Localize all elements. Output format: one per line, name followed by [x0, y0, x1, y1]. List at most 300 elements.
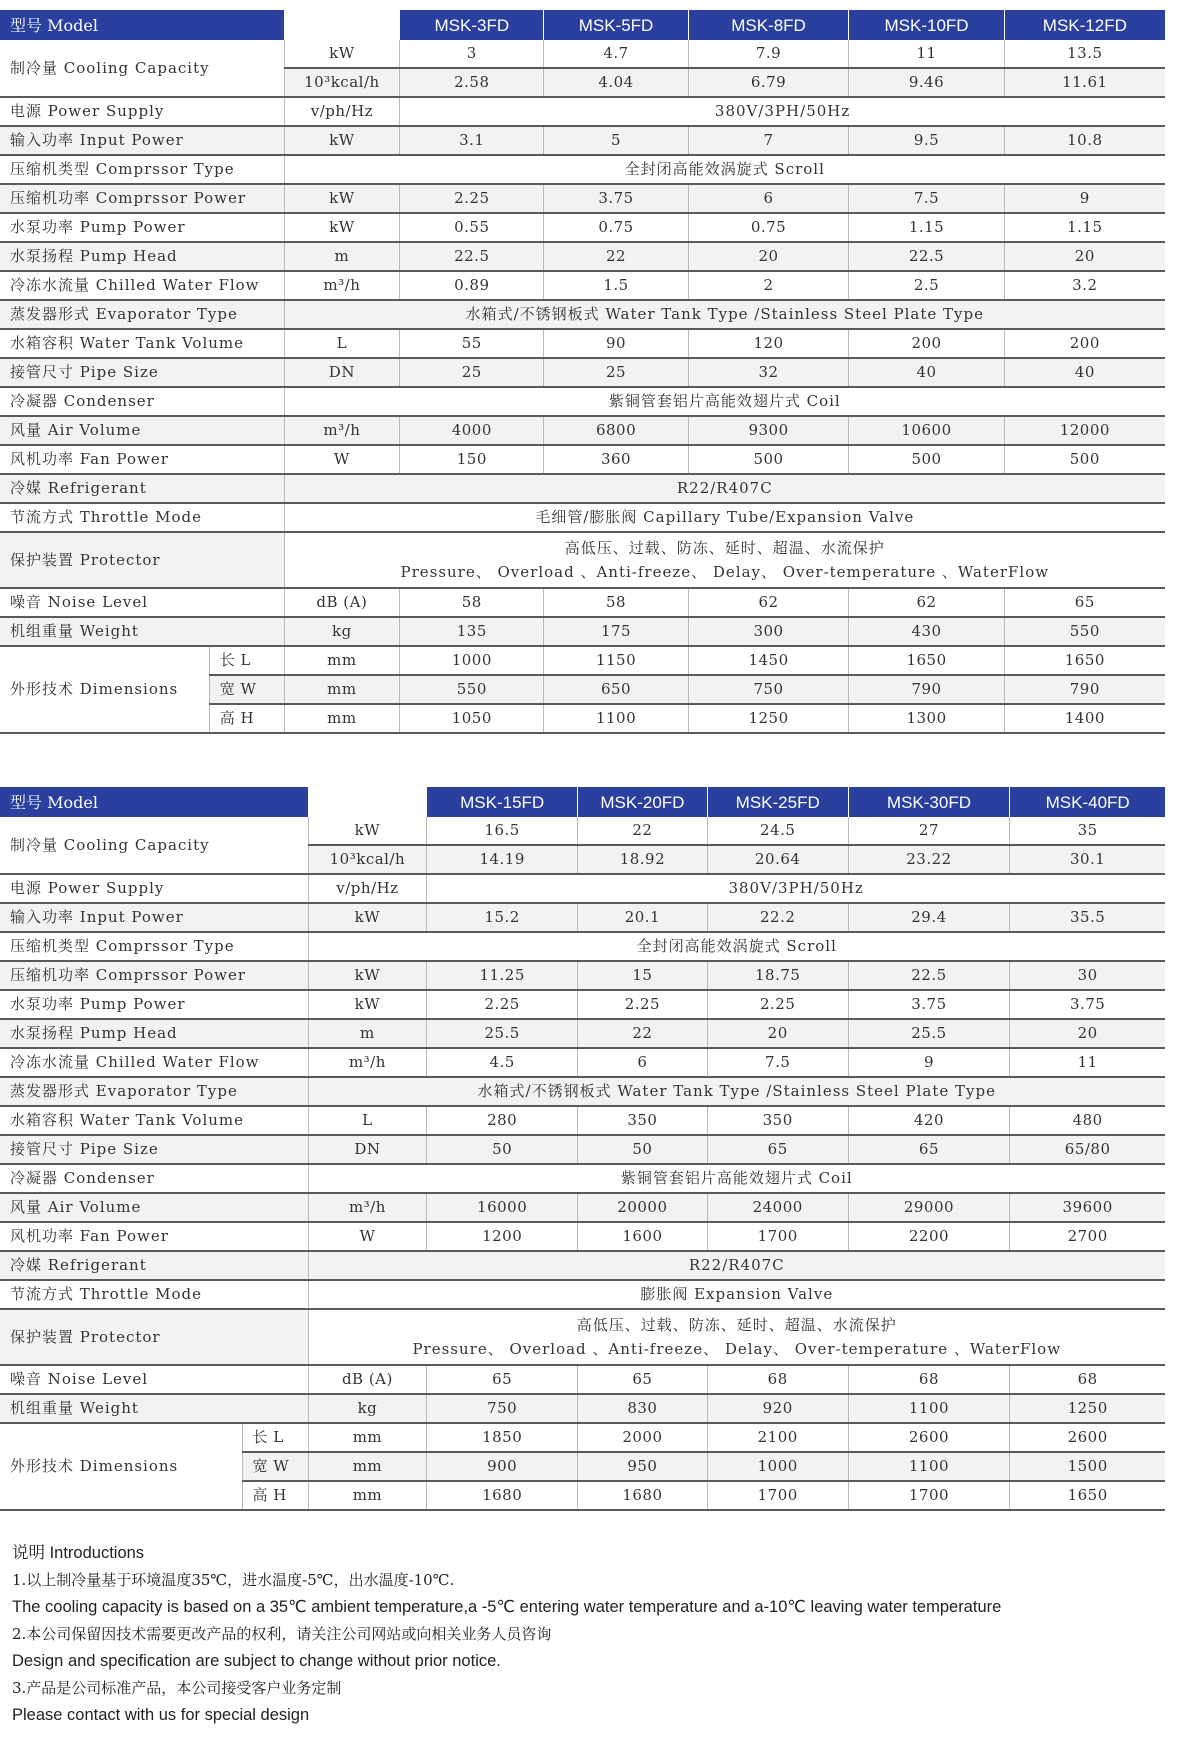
value-cell: 20.64	[707, 845, 848, 874]
value-cell: 175	[544, 617, 688, 646]
value-cell: 20000	[578, 1193, 708, 1222]
value-cell: 3.2	[1004, 271, 1165, 300]
value-cell: 15	[578, 961, 708, 990]
value-cell: 50	[578, 1135, 708, 1164]
model-name: MSK-25FD	[707, 787, 848, 817]
value-cell: 2.25	[707, 990, 848, 1019]
value-cell: 350	[707, 1106, 848, 1135]
value-cell: 650	[544, 675, 688, 704]
value-cell: 200	[1004, 329, 1165, 358]
value-cell: 25.5	[848, 1019, 1010, 1048]
value-cell: 24000	[707, 1193, 848, 1222]
protector-value	[284, 532, 1165, 588]
unit-cell: mm	[284, 704, 400, 733]
value-cell: 1850	[427, 1423, 578, 1452]
value-cell: 1300	[849, 704, 1004, 733]
value-cell: 1250	[688, 704, 849, 733]
unit-cell: kW	[284, 40, 400, 68]
value-cell: 2.58	[400, 68, 544, 97]
unit-cell: m	[284, 242, 400, 271]
cooling-capacity-label: 制冷量 Cooling Capacity	[0, 40, 284, 97]
air-volume-row	[0, 1193, 1165, 1222]
dimensions-label: 外形技术 Dimensions	[0, 1423, 242, 1510]
unit-cell: m³/h	[308, 1193, 427, 1222]
input-power-row-label: 输入功率 Input Power	[0, 903, 308, 932]
value-cell: 65	[427, 1365, 578, 1394]
unit-cell: dB (A)	[284, 588, 400, 617]
throttle-row-value: 毛细管/膨胀阀 Capillary Tube/Expansion Valve	[284, 503, 1165, 532]
throttle-row	[0, 1280, 1165, 1309]
unit-cell: L	[308, 1106, 427, 1135]
weight-row	[0, 617, 1165, 646]
dimension-sub-label: 宽 W	[209, 675, 284, 704]
value-cell: 7.9	[688, 40, 849, 68]
evaporator-row	[0, 1077, 1165, 1106]
value-cell: 30	[1010, 961, 1165, 990]
value-cell: 39600	[1010, 1193, 1165, 1222]
unit-cell: W	[284, 445, 400, 474]
value-cell: 29000	[848, 1193, 1010, 1222]
unit-cell: kW	[308, 961, 427, 990]
value-cell: 62	[849, 588, 1004, 617]
value-cell: 500	[849, 445, 1004, 474]
value-cell: 23.22	[848, 845, 1010, 874]
model-name: MSK-5FD	[544, 10, 688, 40]
pump-power-row-label: 水泵功率 Pump Power	[0, 990, 308, 1019]
value-cell: 920	[707, 1394, 848, 1423]
value-cell: 35.5	[1010, 903, 1165, 932]
value-cell: 20.1	[578, 903, 708, 932]
compressor-type-row	[0, 155, 1165, 184]
evaporator-row-value: 水箱式/不锈钢板式 Water Tank Type /Stainless Steel Plate Type	[284, 300, 1165, 329]
value-cell: 65/80	[1010, 1135, 1165, 1164]
value-cell: 20	[1010, 1019, 1165, 1048]
value-cell: 2.25	[400, 184, 544, 213]
condenser-row-label: 冷凝器 Condenser	[0, 1164, 308, 1193]
note-1-en: The cooling capacity is based on a 35℃ ambient temperature,a -5℃ entering water temperature and a-10℃ leaving water temperature	[12, 1598, 1002, 1616]
value-cell: 35	[1010, 817, 1165, 845]
pipe-size-row	[0, 358, 1165, 387]
header-row	[0, 787, 1165, 817]
value-cell: 1.15	[1004, 213, 1165, 242]
value-cell: 22	[578, 1019, 708, 1048]
value-cell: 4.04	[544, 68, 688, 97]
cooling-capacity-row	[0, 40, 1165, 68]
dimension-sub-label: 长 L	[209, 646, 284, 675]
value-cell: 1450	[688, 646, 849, 675]
compressor-power-row	[0, 961, 1165, 990]
pump-head-row-label: 水泵扬程 Pump Head	[0, 1019, 308, 1048]
protector-label: 保护装置 Protector	[0, 1309, 308, 1365]
compressor-type-row-value: 全封闭高能效涡旋式 Scroll	[308, 932, 1165, 961]
note-3-zh: 3.产品是公司标准产品，本公司接受客户业务定制	[12, 1679, 342, 1697]
value-cell: 1400	[1004, 704, 1165, 733]
value-cell: 6.79	[688, 68, 849, 97]
model-name: MSK-10FD	[849, 10, 1004, 40]
value-cell: 65	[848, 1135, 1010, 1164]
unit-cell: kW	[308, 990, 427, 1019]
value-cell: 20	[688, 242, 849, 271]
value-cell: 0.75	[688, 213, 849, 242]
cooling-capacity-row	[0, 817, 1165, 845]
value-cell: 5	[544, 126, 688, 155]
value-cell: 150	[400, 445, 544, 474]
water-flow-row	[0, 1048, 1165, 1077]
air-volume-row-label: 风量 Air Volume	[0, 416, 284, 445]
throttle-row-label: 节流方式 Throttle Mode	[0, 503, 284, 532]
value-cell: 11	[1010, 1048, 1165, 1077]
input-power-row-label: 输入功率 Input Power	[0, 126, 284, 155]
value-cell: 22.5	[849, 242, 1004, 271]
dimensions-label: 外形技术 Dimensions	[0, 646, 209, 733]
value-cell: 50	[427, 1135, 578, 1164]
value-cell: 1700	[707, 1481, 848, 1510]
noise-row	[0, 1365, 1165, 1394]
value-cell: 0.89	[400, 271, 544, 300]
tank-volume-row-label: 水箱容积 Water Tank Volume	[0, 1106, 308, 1135]
pipe-size-row-label: 接管尺寸 Pipe Size	[0, 358, 284, 387]
dimension-sub-label: 高 H	[209, 704, 284, 733]
protector-en: Pressure、 Overload 、Anti-freeze、 Delay、 Over-temperature 、WaterFlow	[400, 563, 1050, 581]
value-cell: 58	[544, 588, 688, 617]
value-cell: 1680	[427, 1481, 578, 1510]
value-cell: 20	[707, 1019, 848, 1048]
pump-head-row	[0, 242, 1165, 271]
note-1-zh: 1.以上制冷量基于环境温度35℃，进水温度-5℃，出水温度-10℃.	[12, 1571, 455, 1589]
value-cell: 3.1	[400, 126, 544, 155]
value-cell: 1.15	[849, 213, 1004, 242]
value-cell: 14.19	[427, 845, 578, 874]
value-cell: 90	[544, 329, 688, 358]
value-cell: 2.25	[427, 990, 578, 1019]
value-cell: 360	[544, 445, 688, 474]
protector-row	[0, 532, 1165, 588]
value-cell: 4.7	[544, 40, 688, 68]
value-cell: 22.5	[400, 242, 544, 271]
unit-cell: kg	[284, 617, 400, 646]
unit-cell: kW	[284, 213, 400, 242]
value-cell: 430	[849, 617, 1004, 646]
notes-title: 说明 Introductions	[12, 1544, 145, 1562]
throttle-row	[0, 503, 1165, 532]
value-cell: 4000	[400, 416, 544, 445]
value-cell: 65	[707, 1135, 848, 1164]
header-row	[0, 10, 1165, 40]
value-cell: 6	[578, 1048, 708, 1077]
value-cell: 7.5	[707, 1048, 848, 1077]
model-name: MSK-8FD	[688, 10, 849, 40]
cooling-capacity-label: 制冷量 Cooling Capacity	[0, 817, 308, 874]
water-flow-row	[0, 271, 1165, 300]
dimension-sub-label: 宽 W	[242, 1452, 308, 1481]
value-cell: 4.5	[427, 1048, 578, 1077]
value-cell: 55	[400, 329, 544, 358]
condenser-row	[0, 1164, 1165, 1193]
value-cell: 3.75	[1010, 990, 1165, 1019]
value-cell: 1050	[400, 704, 544, 733]
value-cell: 1500	[1010, 1452, 1165, 1481]
value-cell: 2	[688, 271, 849, 300]
water-flow-row-label: 冷冻水流量 Chilled Water Flow	[0, 1048, 308, 1077]
unit-cell: m³/h	[284, 416, 400, 445]
refrigerant-row	[0, 474, 1165, 503]
value-cell: 58	[400, 588, 544, 617]
dimension-length-row	[0, 646, 1165, 675]
value-cell: 300	[688, 617, 849, 646]
header-blank	[284, 10, 400, 40]
air-volume-row	[0, 416, 1165, 445]
unit-cell: kW	[284, 126, 400, 155]
model-name: MSK-20FD	[578, 787, 708, 817]
throttle-row-value: 膨胀阀 Expansion Valve	[308, 1280, 1165, 1309]
value-cell: 830	[578, 1394, 708, 1423]
protector-en: Pressure、 Overload 、Anti-freeze、 Delay、 Over-temperature 、WaterFlow	[412, 1340, 1062, 1358]
protector-zh: 高低压、过载、防冻、延时、超温、水流保护	[576, 1316, 897, 1334]
evaporator-row-value: 水箱式/不锈钢板式 Water Tank Type /Stainless Steel Plate Type	[308, 1077, 1165, 1106]
unit-cell: kW	[308, 817, 427, 845]
model-name: MSK-12FD	[1004, 10, 1165, 40]
value-cell: 2600	[848, 1423, 1010, 1452]
compressor-type-row-label: 压缩机类型 Comprssor Type	[0, 932, 308, 961]
value-cell: 9300	[688, 416, 849, 445]
fan-power-row	[0, 445, 1165, 474]
model-header-label: 型号 Model	[0, 10, 284, 40]
value-cell: 550	[400, 675, 544, 704]
value-cell: 10600	[849, 416, 1004, 445]
value-cell: 25	[544, 358, 688, 387]
refrigerant-row-label: 冷媒 Refrigerant	[0, 474, 284, 503]
value-cell: 1700	[848, 1481, 1010, 1510]
value-cell: 7	[688, 126, 849, 155]
value-cell: 30.1	[1010, 845, 1165, 874]
value-cell: 1680	[578, 1481, 708, 1510]
value-cell: 11.61	[1004, 68, 1165, 97]
value-cell: 950	[578, 1452, 708, 1481]
compressor-type-row-label: 压缩机类型 Comprssor Type	[0, 155, 284, 184]
value-cell: 68	[848, 1365, 1010, 1394]
pipe-size-row-label: 接管尺寸 Pipe Size	[0, 1135, 308, 1164]
unit-cell: DN	[308, 1135, 427, 1164]
unit-cell: v/ph/Hz	[308, 874, 427, 903]
value-cell: 6800	[544, 416, 688, 445]
value-cell: 1.5	[544, 271, 688, 300]
value-cell: 1650	[1010, 1481, 1165, 1510]
model-name: MSK-15FD	[427, 787, 578, 817]
value-cell: 16.5	[427, 817, 578, 845]
noise-row	[0, 588, 1165, 617]
compressor-type-row	[0, 932, 1165, 961]
weight-row-label: 机组重量 Weight	[0, 1394, 308, 1423]
value-cell: 1150	[544, 646, 688, 675]
condenser-row-value: 紫铜管套铝片高能效翅片式 Coil	[308, 1164, 1165, 1193]
value-cell: 9	[848, 1048, 1010, 1077]
value-cell: 1000	[707, 1452, 848, 1481]
power-supply-row	[0, 97, 1165, 126]
compressor-power-row	[0, 184, 1165, 213]
input-power-row	[0, 903, 1165, 932]
unit-cell: mm	[308, 1423, 427, 1452]
pump-power-row	[0, 213, 1165, 242]
value-cell: 65	[1004, 588, 1165, 617]
value-cell: 1700	[707, 1222, 848, 1251]
unit-cell: m³/h	[308, 1048, 427, 1077]
value-cell: 3	[400, 40, 544, 68]
pump-head-row-label: 水泵扬程 Pump Head	[0, 242, 284, 271]
unit-cell: v/ph/Hz	[284, 97, 400, 126]
value-cell: 13.5	[1004, 40, 1165, 68]
refrigerant-row-value: R22/R407C	[308, 1251, 1165, 1280]
value-cell: 550	[1004, 617, 1165, 646]
power-supply-row-label: 电源 Power Supply	[0, 874, 308, 903]
value-cell: 11.25	[427, 961, 578, 990]
value-cell: 15.2	[427, 903, 578, 932]
tank-volume-row-label: 水箱容积 Water Tank Volume	[0, 329, 284, 358]
tank-volume-row	[0, 329, 1165, 358]
protector-label: 保护装置 Protector	[0, 532, 284, 588]
evaporator-row	[0, 300, 1165, 329]
refrigerant-row	[0, 1251, 1165, 1280]
model-name: MSK-40FD	[1010, 787, 1165, 817]
value-cell: 10.8	[1004, 126, 1165, 155]
value-cell: 1250	[1010, 1394, 1165, 1423]
model-name: MSK-3FD	[400, 10, 544, 40]
fan-power-row-label: 风机功率 Fan Power	[0, 1222, 308, 1251]
value-cell: 0.75	[544, 213, 688, 242]
tank-volume-row	[0, 1106, 1165, 1135]
unit-cell: kW	[308, 903, 427, 932]
value-cell: 350	[578, 1106, 708, 1135]
value-cell: 22	[578, 817, 708, 845]
condenser-row-value: 紫铜管套铝片高能效翅片式 Coil	[284, 387, 1165, 416]
value-cell: 27	[848, 817, 1010, 845]
power-supply-row-value: 380V/3PH/50Hz	[427, 874, 1165, 903]
evaporator-row-label: 蒸发器形式 Evaporator Type	[0, 1077, 308, 1106]
pump-head-row	[0, 1019, 1165, 1048]
unit-cell: mm	[284, 675, 400, 704]
value-cell: 68	[1010, 1365, 1165, 1394]
value-cell: 500	[1004, 445, 1165, 474]
value-cell: 9.5	[849, 126, 1004, 155]
value-cell: 900	[427, 1452, 578, 1481]
value-cell: 24.5	[707, 817, 848, 845]
value-cell: 11	[849, 40, 1004, 68]
unit-cell: mm	[308, 1481, 427, 1510]
value-cell: 2.5	[849, 271, 1004, 300]
unit-cell: m	[308, 1019, 427, 1048]
value-cell: 65	[578, 1365, 708, 1394]
value-cell: 2200	[848, 1222, 1010, 1251]
model-name: MSK-30FD	[848, 787, 1010, 817]
value-cell: 750	[688, 675, 849, 704]
value-cell: 790	[1004, 675, 1165, 704]
value-cell: 135	[400, 617, 544, 646]
value-cell: 2000	[578, 1423, 708, 1452]
unit-cell: 10³kcal/h	[284, 68, 400, 97]
value-cell: 420	[848, 1106, 1010, 1135]
spec-table-1	[0, 10, 1165, 734]
pipe-size-row	[0, 1135, 1165, 1164]
weight-row-label: 机组重量 Weight	[0, 617, 284, 646]
pump-power-row-label: 水泵功率 Pump Power	[0, 213, 284, 242]
fan-power-row-label: 风机功率 Fan Power	[0, 445, 284, 474]
value-cell: 120	[688, 329, 849, 358]
value-cell: 3.75	[544, 184, 688, 213]
protector-value	[308, 1309, 1165, 1365]
value-cell: 25	[400, 358, 544, 387]
unit-cell: mm	[308, 1452, 427, 1481]
air-volume-row-label: 风量 Air Volume	[0, 1193, 308, 1222]
model-header-label: 型号 Model	[0, 787, 308, 817]
value-cell: 2600	[1010, 1423, 1165, 1452]
weight-row	[0, 1394, 1165, 1423]
value-cell: 18.92	[578, 845, 708, 874]
compressor-power-row-label: 压缩机功率 Comprssor Power	[0, 184, 284, 213]
dimension-sub-label: 长 L	[242, 1423, 308, 1452]
dimension-sub-label: 高 H	[242, 1481, 308, 1510]
water-flow-row-label: 冷冻水流量 Chilled Water Flow	[0, 271, 284, 300]
value-cell: 3.75	[848, 990, 1010, 1019]
noise-row-label: 噪音 Noise Level	[0, 588, 284, 617]
value-cell: 500	[688, 445, 849, 474]
value-cell: 62	[688, 588, 849, 617]
value-cell: 7.5	[849, 184, 1004, 213]
note-3-en: Please contact with us for special design	[12, 1706, 310, 1724]
unit-cell: kW	[284, 184, 400, 213]
value-cell: 6	[688, 184, 849, 213]
value-cell: 480	[1010, 1106, 1165, 1135]
value-cell: 9	[1004, 184, 1165, 213]
unit-cell: L	[284, 329, 400, 358]
input-power-row	[0, 126, 1165, 155]
unit-cell: m³/h	[284, 271, 400, 300]
unit-cell: 10³kcal/h	[308, 845, 427, 874]
introductions-notes	[12, 1540, 1172, 1729]
value-cell: 22.5	[848, 961, 1010, 990]
note-2-en: Design and specification are subject to change without prior notice.	[12, 1652, 501, 1670]
value-cell: 25.5	[427, 1019, 578, 1048]
value-cell: 2.25	[578, 990, 708, 1019]
pump-power-row	[0, 990, 1165, 1019]
value-cell: 1200	[427, 1222, 578, 1251]
unit-cell: DN	[284, 358, 400, 387]
unit-cell: kg	[308, 1394, 427, 1423]
value-cell: 1100	[848, 1452, 1010, 1481]
value-cell: 20	[1004, 242, 1165, 271]
refrigerant-row-value: R22/R407C	[284, 474, 1165, 503]
value-cell: 40	[1004, 358, 1165, 387]
dimension-length-row	[0, 1423, 1165, 1452]
value-cell: 16000	[427, 1193, 578, 1222]
value-cell: 18.75	[707, 961, 848, 990]
unit-cell: mm	[284, 646, 400, 675]
unit-cell: W	[308, 1222, 427, 1251]
compressor-power-row-label: 压缩机功率 Comprssor Power	[0, 961, 308, 990]
value-cell: 750	[427, 1394, 578, 1423]
evaporator-row-label: 蒸发器形式 Evaporator Type	[0, 300, 284, 329]
power-supply-row	[0, 874, 1165, 903]
power-supply-row-value: 380V/3PH/50Hz	[400, 97, 1165, 126]
value-cell: 1000	[400, 646, 544, 675]
value-cell: 12000	[1004, 416, 1165, 445]
value-cell: 32	[688, 358, 849, 387]
value-cell: 68	[707, 1365, 848, 1394]
refrigerant-row-label: 冷媒 Refrigerant	[0, 1251, 308, 1280]
value-cell: 1650	[849, 646, 1004, 675]
value-cell: 2100	[707, 1423, 848, 1452]
value-cell: 1100	[544, 704, 688, 733]
throttle-row-label: 节流方式 Throttle Mode	[0, 1280, 308, 1309]
condenser-row-label: 冷凝器 Condenser	[0, 387, 284, 416]
